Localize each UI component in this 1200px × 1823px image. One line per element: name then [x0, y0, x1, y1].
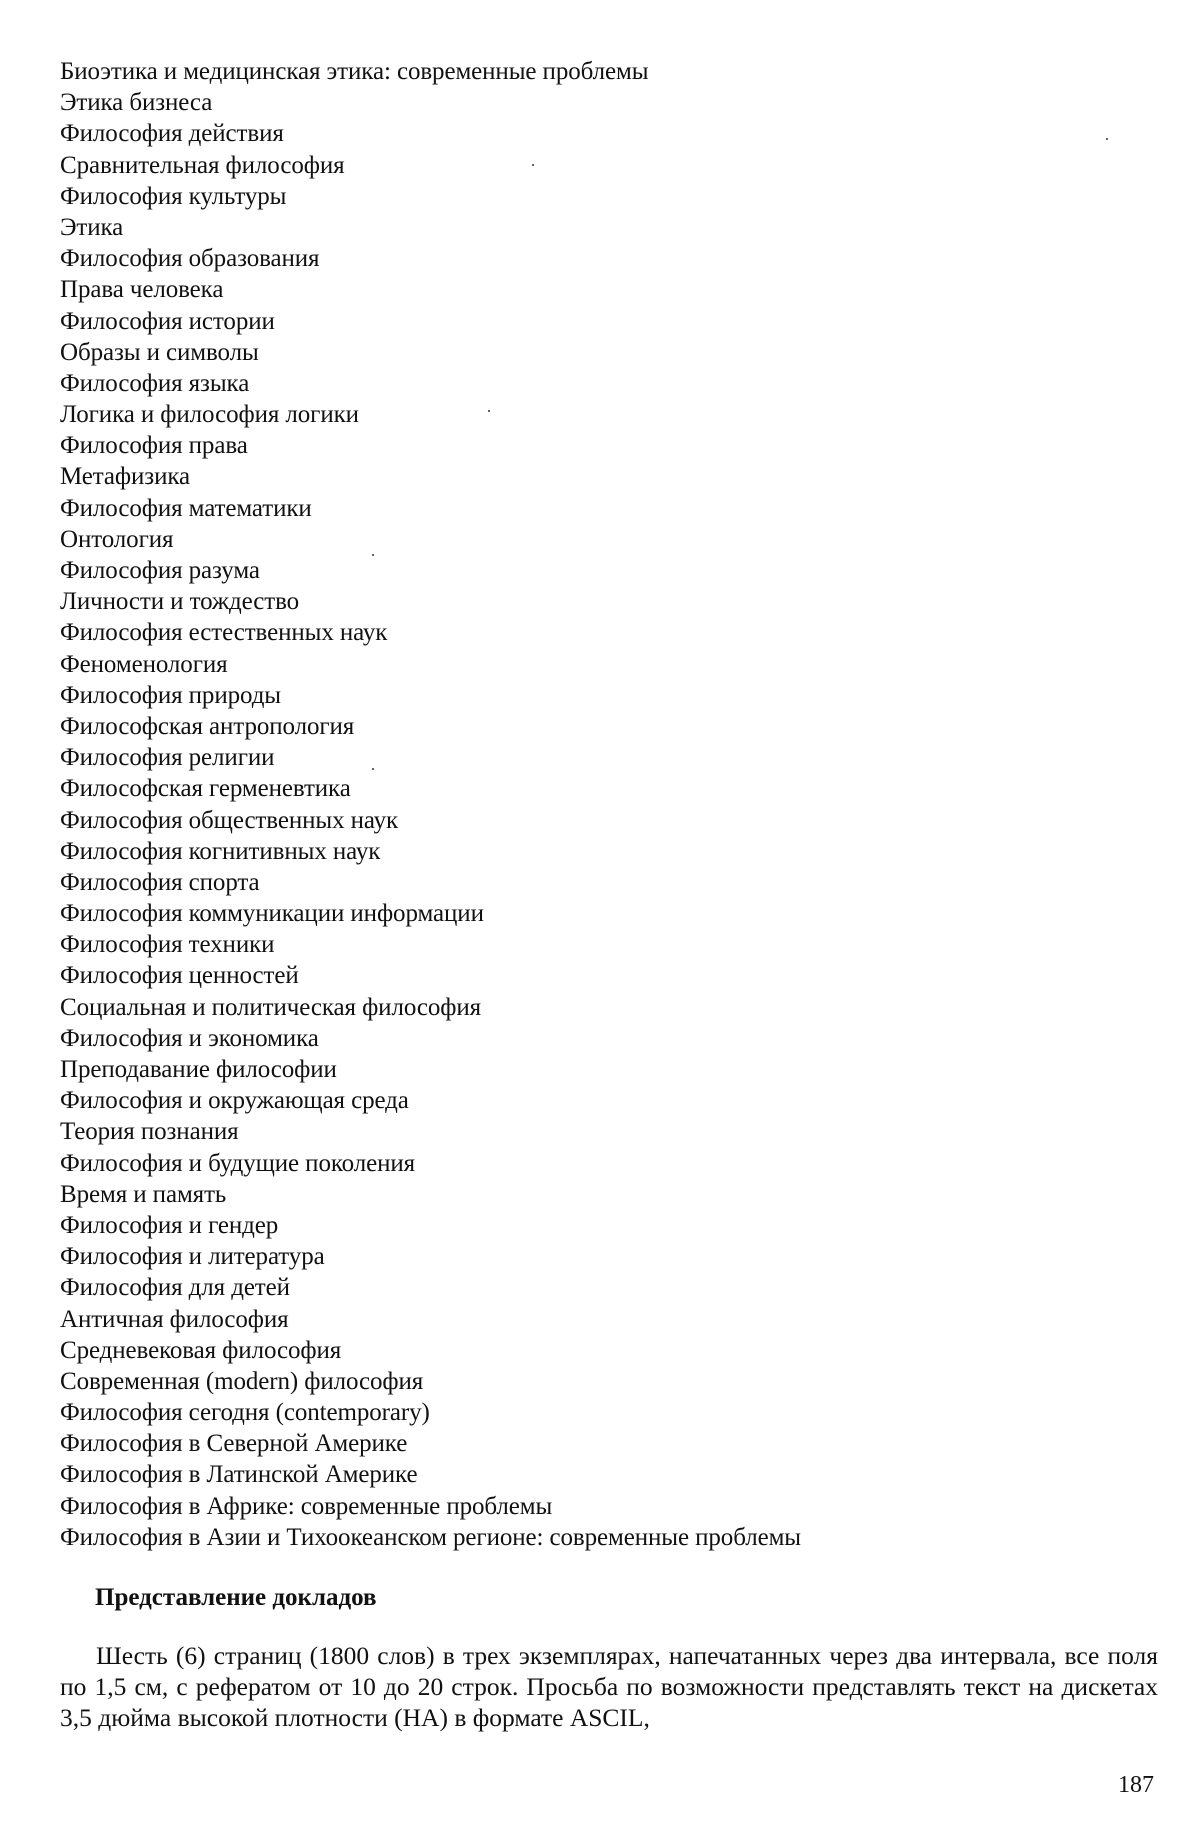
scan-speck	[488, 410, 490, 412]
topic-item: Философия общественных наук	[60, 806, 399, 834]
topic-item: Биоэтика и медицинская этика: современные проблемы	[60, 58, 649, 85]
topic-item: Философия когнитивных наук	[60, 837, 381, 865]
topic-item: Этика	[60, 213, 124, 241]
topic-item: Философия природы	[60, 681, 282, 709]
topic-item: Философия образования	[60, 245, 320, 273]
topic-item: Философия в Латинской Америке	[60, 1461, 418, 1489]
topic-item: Философия права	[60, 432, 248, 460]
scan-speck	[372, 554, 374, 556]
topic-item: Метафизика	[60, 463, 191, 491]
topic-item: Античная философия	[60, 1305, 289, 1333]
topic-item: Философская антропология	[60, 712, 355, 740]
topic-item: Философия сегодня (contemporary)	[60, 1399, 430, 1427]
topic-item: Философия спорта	[60, 868, 260, 896]
topic-item: Философия техники	[60, 931, 275, 959]
page-number: 187	[1118, 1772, 1154, 1798]
topic-item: Философия коммуникации информации	[60, 900, 484, 928]
topic-item: Философия и литература	[60, 1243, 325, 1271]
topic-item: Феноменология	[60, 650, 228, 678]
topic-list	[60, 56, 801, 1553]
topic-item: Философия и окружающая среда	[60, 1087, 409, 1115]
topic-item: Философия ценностей	[60, 962, 299, 990]
topic-item: Права человека	[60, 276, 224, 304]
topic-item: Философия и экономика	[60, 1024, 319, 1052]
topic-item: Образы и символы	[60, 338, 259, 366]
section-body-paragraph: Шесть (6) страниц (1800 слов) в трех экземплярах, напечатанных через два интервала, все поля по 1,5 см, с рефератом от 10 до 20 строк. Просьба по возможности представлять текст на дискетах 3,5 дюйма высокой плотности (HA) в формате ASCIL,	[60, 1641, 1158, 1732]
topic-item: Философия действия	[60, 120, 284, 148]
section-heading: Представление докладов	[95, 1584, 377, 1611]
scan-speck	[372, 768, 374, 770]
topic-item: Философия и будущие поколения	[60, 1149, 416, 1177]
topic-item: Философия культуры	[60, 182, 287, 210]
topic-item: Философия в Азии и Тихоокеанском регионе: современные проблемы	[60, 1523, 801, 1551]
topic-item: Современная (modern) философия	[60, 1367, 424, 1395]
topic-item: Философия в Африке: современные проблемы	[60, 1492, 553, 1520]
topic-item: Философия разума	[60, 557, 260, 584]
topic-item: Теория познания	[60, 1118, 239, 1146]
topic-item: Философия математики	[60, 494, 312, 522]
topic-item: Философия языка	[60, 369, 250, 397]
topic-item: Время и память	[60, 1180, 227, 1208]
topic-item: Философия естественных наук	[60, 619, 388, 647]
topic-item: Онтология	[60, 525, 174, 553]
topic-item: Философия для детей	[60, 1274, 290, 1302]
topic-item: Личности и тождество	[60, 588, 300, 616]
topic-item: Философия истории	[60, 307, 275, 335]
topic-item: Сравнительная философия	[60, 151, 345, 179]
topic-item: Философия в Северной Америке	[60, 1430, 408, 1458]
topic-item: Социальная и политическая философия	[60, 993, 482, 1021]
topic-item: Философия и гендер	[60, 1211, 279, 1239]
topic-item: Философская герменевтика	[60, 775, 351, 803]
scan-speck	[532, 164, 534, 166]
topic-item: Преподавание философии	[60, 1056, 337, 1083]
topic-item: Логика и философия логики	[60, 401, 359, 429]
topic-item: Философия религии	[60, 744, 275, 772]
scan-speck	[1106, 138, 1108, 140]
topic-item: Средневековая философия	[60, 1336, 342, 1364]
topic-item: Этика бизнеса	[60, 89, 213, 117]
